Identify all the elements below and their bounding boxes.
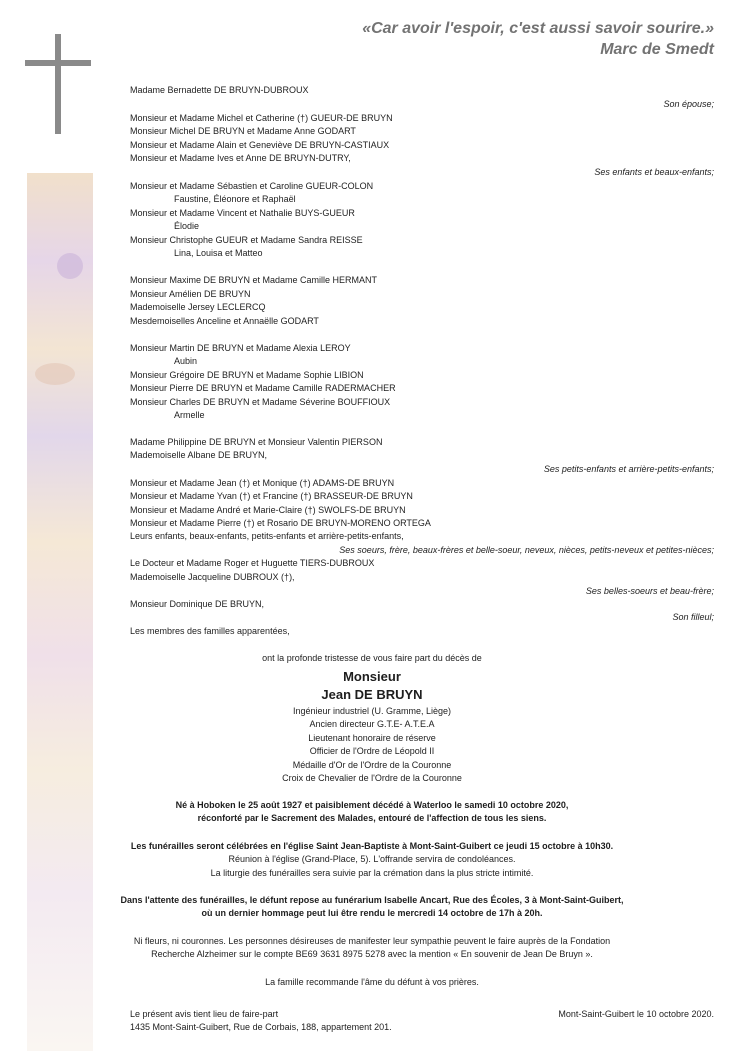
announcement-line: Croix de Chevalier de l'Ordre de la Couronne — [282, 773, 462, 783]
family-line: Monsieur et Madame André et Marie-Claire (†) SWOLFS-DE BRUYN — [130, 505, 406, 515]
family-line: Monsieur Dominique DE BRUYN, — [130, 599, 265, 609]
announcement-line: réconforté par le Sacrement des Malades, entouré de l'affection de tous les siens. — [197, 813, 547, 823]
announcement-line: Ancien directeur G.T.E- A.T.E.A — [309, 719, 435, 729]
announcement-line: Les funérailles seront célébrées en l'église Saint Jean-Baptiste à Mont-Saint-Guibert ce jeudi 15 octobre à 10h30. — [130, 841, 614, 851]
family-line: Monsieur et Madame Jean (†) et Monique (†) ADAMS-DE BRUYN — [130, 478, 395, 488]
quote-author: Marc de Smedt — [600, 41, 714, 58]
family-line: Monsieur Charles DE BRUYN et Madame Séverine BOUFFIOUX — [130, 397, 391, 407]
family-line: Faustine, Éléonore et Raphaël — [174, 194, 296, 204]
family-line: Monsieur et Madame Ives et Anne DE BRUYN-DUTRY, — [130, 153, 351, 163]
quote-text: «Car avoir l'espoir, c'est aussi savoir sourire.» — [362, 20, 714, 37]
family-line: Élodie — [174, 221, 200, 231]
flower-blossom — [57, 253, 83, 279]
family-line: Son filleul; — [672, 612, 714, 622]
family-line: Ses belles-soeurs et beau-frère; — [585, 586, 714, 596]
announcement-line: ont la profonde tristesse de vous faire part du décès de — [262, 653, 482, 663]
announcement-line: La famille recommande l'âme du défunt à vos prières. — [265, 977, 479, 987]
footer-note: Le présent avis tient lieu de faire-part — [130, 1009, 279, 1019]
family-line: Le Docteur et Madame Roger et Huguette TIERS-DUBROUX — [130, 558, 375, 568]
family-line: Monsieur Amélien DE BRUYN — [130, 289, 251, 299]
family-line: Monsieur Grégoire DE BRUYN et Madame Sophie LIBION — [130, 370, 364, 380]
family-line: Monsieur et Madame Sébastien et Caroline GUEUR-COLON — [130, 181, 374, 191]
family-line: Monsieur et Madame Alain et Geneviève DE BRUYN-CASTIAUX — [130, 140, 390, 150]
family-line: Monsieur Christophe GUEUR et Madame Sandra REISSE — [130, 235, 363, 245]
announcement-line: Monsieur — [343, 669, 401, 684]
family-line: Lina, Louisa et Matteo — [174, 248, 263, 258]
announcement-line: La liturgie des funérailles sera suivie par la crémation dans la plus stricte intimité. — [210, 868, 534, 878]
announcement-line: Ingénieur industriel (U. Gramme, Liège) — [292, 706, 452, 716]
family-line: Madame Bernadette DE BRUYN-DUBROUX — [130, 85, 309, 95]
announcement-line: Ni fleurs, ni couronnes. Les personnes désireuses de manifester leur sympathie peuvent le faire auprès de la Fondation — [133, 936, 611, 946]
family-line: Monsieur Maxime DE BRUYN et Madame Camille HERMANT — [130, 275, 378, 285]
family-line: Ses soeurs, frère, beaux-frères et belle-soeur, neveux, nièces, petits-neveux et petites-nièces; — [339, 545, 714, 555]
family-line: Mademoiselle Albane DE BRUYN, — [130, 450, 268, 460]
announcement-line: Né à Hoboken le 25 août 1927 et paisiblement décédé à Waterloo le samedi 10 octobre 2020, — [175, 800, 569, 810]
family-line: Monsieur et Madame Michel et Catherine (†) GUEUR-DE BRUYN — [130, 113, 393, 123]
family-line: Monsieur et Madame Vincent et Nathalie BUYS-GUEUR — [130, 208, 355, 218]
family-line: Monsieur Martin DE BRUYN et Madame Alexia LEROY — [130, 343, 351, 353]
announcement-line: Recherche Alzheimer sur le compte BE69 3631 8975 5278 avec la mention « En souvenir de Jean De Bruyn ». — [151, 949, 593, 959]
announcement-line: Jean DE BRUYN — [321, 687, 423, 702]
family-line: Les membres des familles apparentées, — [130, 626, 290, 636]
family-line: Armelle — [174, 410, 205, 420]
family-line: Mesdemoiselles Anceline et Annaëlle GODART — [130, 316, 319, 326]
footer-address: 1435 Mont-Saint-Guibert, Rue de Corbais, 188, appartement 201. — [130, 1022, 392, 1032]
family-line: Monsieur Michel DE BRUYN et Madame Anne GODART — [130, 126, 356, 136]
family-line: Mademoiselle Jersey LECLERCQ — [130, 302, 266, 312]
family-line: Ses petits-enfants et arrière-petits-enfants; — [543, 464, 714, 474]
family-line: Monsieur et Madame Yvan (†) et Francine (†) BRASSEUR-DE BRUYN — [130, 491, 413, 501]
announcement-line: Dans l'attente des funérailles, le défunt repose au funérarium Isabelle Ancart, Rue des Écoles, 3 à Mont-Saint-Guibert, — [120, 895, 624, 905]
footer-left — [130, 1008, 392, 1034]
announcement-line: Officier de l'Ordre de Léopold II — [309, 746, 435, 756]
cross-vertical — [55, 34, 61, 134]
announcement-line: Lieutenant honoraire de réserve — [308, 733, 436, 743]
family-line: Monsieur et Madame Pierre (†) et Rosario DE BRUYN-MORENO ORTEGA — [130, 518, 431, 528]
epigraph — [362, 18, 714, 60]
announcement-line: où un dernier hommage peut lui être rendu le mercredi 14 octobre de 17h à 20h. — [201, 908, 543, 918]
family-line: Mademoiselle Jacqueline DUBROUX (†), — [130, 572, 295, 582]
family-line: Son épouse; — [663, 99, 714, 109]
family-line: Leurs enfants, beaux-enfants, petits-enfants et arrière-petits-enfants, — [130, 531, 404, 541]
cross-horizontal — [25, 60, 91, 66]
family-line: Ses enfants et beaux-enfants; — [594, 167, 714, 177]
flower-image-strip — [27, 173, 93, 1051]
family-line: Monsieur Pierre DE BRUYN et Madame Camille RADERMACHER — [130, 383, 396, 393]
flower-bud — [35, 363, 75, 385]
footer-place-date: Mont-Saint-Guibert le 10 octobre 2020. — [558, 1009, 714, 1019]
family-line: Aubin — [174, 356, 198, 366]
family-line: Madame Philippine DE BRUYN et Monsieur Valentin PIERSON — [130, 437, 383, 447]
announcement-line: Médaille d'Or de l'Ordre de la Couronne — [292, 760, 452, 770]
announcement-line: Réunion à l'église (Grand-Place, 5). L'offrande servira de condoléances. — [228, 854, 516, 864]
